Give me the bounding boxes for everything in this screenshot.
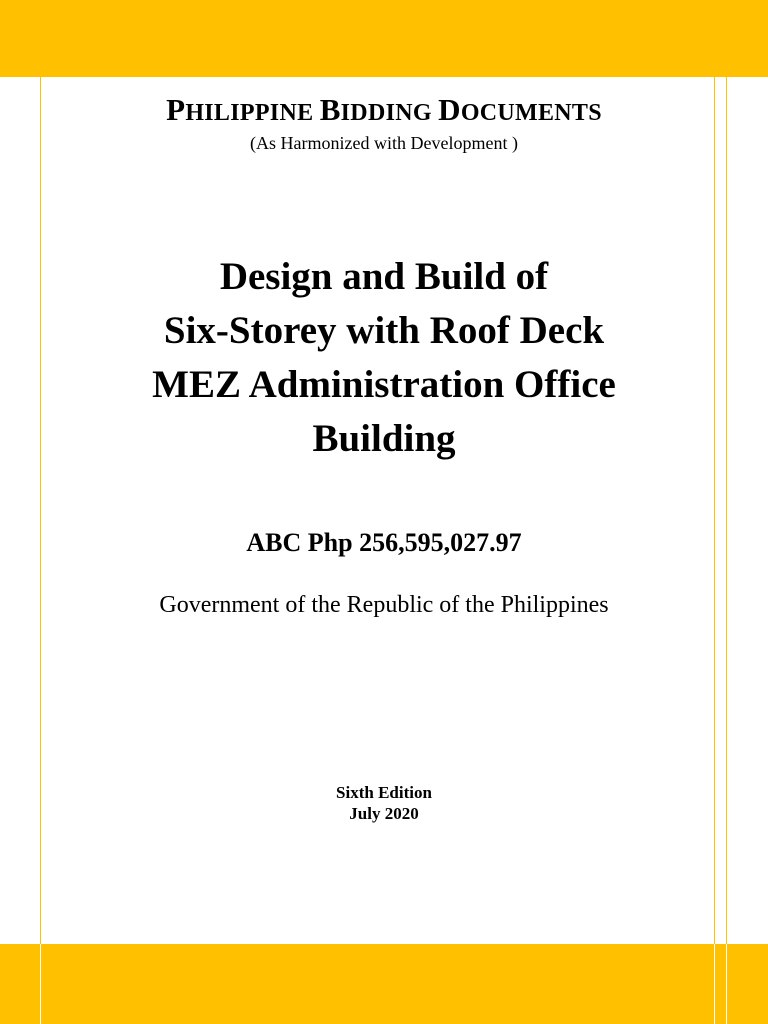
edition-name: Sixth Edition (336, 783, 432, 802)
series-title: PHILIPPINE BIDDING DOCUMENTS (166, 92, 602, 127)
edition-date: July 2020 (349, 804, 419, 823)
top-color-band (0, 0, 768, 77)
bottom-band-divider-left (40, 944, 41, 1024)
bottom-color-band (0, 944, 768, 1024)
bottom-band-divider-right-inner (714, 944, 715, 1024)
bottom-band-divider-right-outer (726, 944, 727, 1024)
document-title (0, 250, 768, 466)
title-line-1: Design and Build of (219, 255, 549, 298)
government-name: Government of the Republic of the Philippines (159, 592, 609, 618)
title-line-2: Six-Storey with Roof Deck (163, 309, 605, 352)
edition-block (0, 782, 768, 824)
title-line-3: MEZ Administration Office (152, 363, 616, 406)
series-subtitle: (As Harmonized with Development ) (250, 133, 518, 153)
title-line-4: Building (312, 417, 456, 460)
approved-budget: ABC Php 256,595,027.97 (246, 528, 522, 557)
